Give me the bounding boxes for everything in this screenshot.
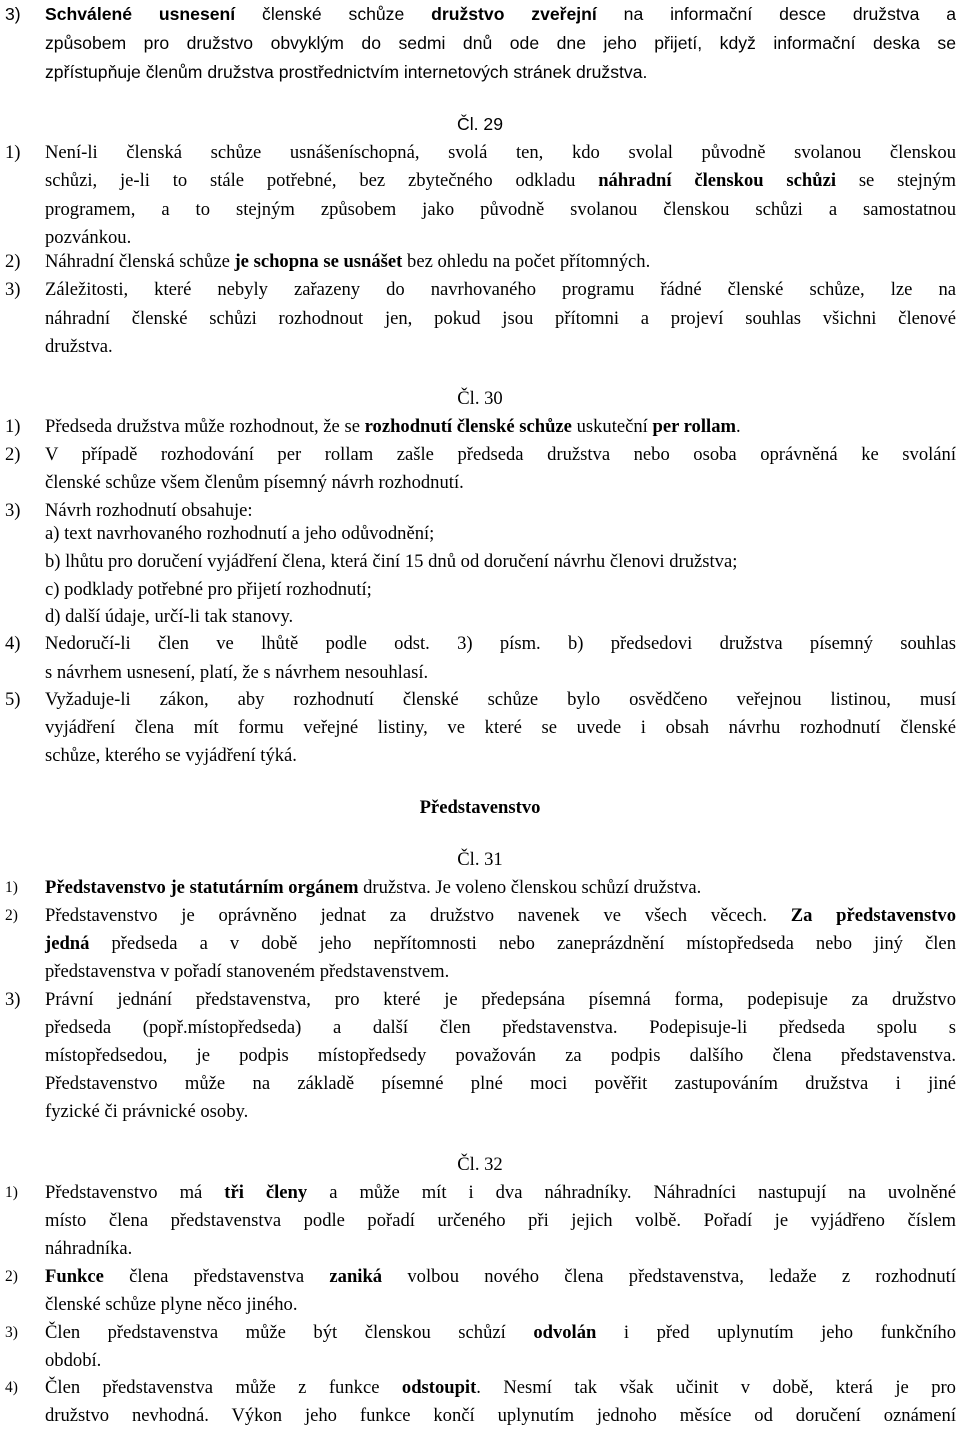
text-run: Čl. 29	[457, 114, 503, 134]
text-run: Není-li členská schůze usnášeníschopná, svolá ten, kdo svolal původně svolanou členskou	[45, 142, 956, 163]
text-line	[0, 441, 960, 470]
paragraph-text	[45, 1263, 956, 1292]
text-line	[0, 1070, 960, 1099]
text-run: předseda a v době jeho nepřítomnosti nebo zaneprázdnění místopředseda nebo jiný člen	[89, 933, 956, 954]
section-heading	[0, 110, 960, 139]
section-heading	[0, 794, 960, 823]
text-line	[0, 1402, 960, 1431]
text-line	[0, 794, 960, 823]
text-run: schůze, kterého se vyjádření týká.	[45, 745, 297, 766]
list-number: 3)	[5, 279, 21, 300]
text-line	[0, 846, 960, 875]
paragraph-text	[45, 576, 956, 605]
text-run: vyjádření člena mít formu veřejné listiny, ve které se uvede i obsah návrhu rozhodnutí členské	[45, 717, 956, 738]
paragraph-text	[45, 1014, 956, 1043]
list-number: 2)	[5, 907, 18, 924]
text-line	[0, 1347, 960, 1376]
paragraph-text	[45, 248, 956, 277]
text-line	[0, 520, 960, 549]
bold-text: odstoupit	[401, 1377, 477, 1398]
text-run: .	[735, 416, 741, 437]
text-run: družstvo nevhodná. Výkon jeho funkce končí uplynutím jednoho měsíce od doručení oznámení	[45, 1405, 956, 1426]
paragraph-text	[45, 1098, 956, 1127]
text-run: Návrh rozhodnutí obsahuje:	[45, 500, 253, 521]
paragraph-text	[45, 1070, 956, 1099]
text-line	[0, 1207, 960, 1236]
paragraph-text	[45, 1179, 956, 1208]
paragraph-text	[45, 958, 956, 987]
text-run: Předseda družstva může rozhodnout, že se	[45, 416, 365, 437]
list-number: 1)	[5, 142, 21, 163]
text-run: období.	[45, 1350, 102, 1371]
text-run: uskuteční	[571, 416, 653, 437]
text-line	[0, 659, 960, 688]
section-heading	[0, 846, 960, 875]
text-run: Čl. 31	[457, 849, 503, 870]
text-line	[0, 958, 960, 987]
paragraph-text	[45, 603, 956, 632]
text-run: způsobem pro družstvo obvyklým do sedmi dnů ode dne jeho přijetí, když informační deska se	[45, 33, 956, 53]
paragraph-text	[45, 139, 956, 168]
paragraph-text	[45, 1291, 956, 1320]
text-line	[0, 167, 960, 196]
paragraph-text	[45, 548, 956, 577]
paragraph-text	[45, 0, 956, 29]
text-run: představenstva v pořadí stanoveném představenstvem.	[45, 961, 450, 982]
text-run: d) další údaje, určí-li tak stanovy.	[45, 606, 294, 627]
list-number: 2)	[5, 444, 21, 465]
paragraph-text	[45, 1374, 956, 1403]
bold-text: družstvo zveřejní	[431, 4, 597, 24]
text-run: zpřístupňuje členům družstva prostřednictvím internetových stránek družstva.	[45, 62, 648, 82]
paragraph-text	[45, 1207, 956, 1236]
text-line	[0, 1179, 960, 1208]
text-run: Náhradní členská schůze	[45, 251, 235, 272]
text-run: Vyžaduje-li zákon, aby rozhodnutí členské schůze bylo osvědčeno veřejnou listinou, musí	[45, 689, 956, 710]
text-line	[0, 1374, 960, 1403]
text-run: na informační desce družstva a	[596, 4, 956, 24]
text-run: schůzi, je-li to stále potřebné, bez zbytečného odkladu	[45, 170, 599, 191]
text-run: náhradníka.	[45, 1238, 133, 1259]
text-run: fyzické či právnické osoby.	[45, 1101, 249, 1122]
paragraph-text	[45, 659, 956, 688]
text-run: družstva.	[45, 336, 113, 357]
text-line	[0, 1263, 960, 1292]
paragraph-text	[45, 1402, 956, 1431]
bold-text: jedná	[45, 933, 90, 954]
text-line	[0, 1319, 960, 1348]
text-line	[0, 630, 960, 659]
bold-text: je schopna se usnášet	[234, 251, 403, 272]
paragraph-text	[45, 469, 956, 498]
text-run: . Nesmí tak však učinit v době, která je pro	[476, 1377, 956, 1398]
list-number: 3)	[5, 989, 21, 1010]
text-line	[0, 576, 960, 605]
text-run: Člen představenstva může být členskou schůzí	[45, 1322, 534, 1343]
list-number: 3)	[5, 500, 21, 521]
text-run: i před uplynutím jeho funkčního	[596, 1322, 957, 1343]
text-line	[0, 469, 960, 498]
text-run: místopředsedou, je podpis místopředsedy považován za podpis dalšího člena představenstva.	[45, 1045, 956, 1066]
text-run: V případě rozhodování per rollam zašle předseda družstva nebo osoba oprávněná ke svolání	[45, 444, 956, 465]
list-number: 2)	[5, 251, 21, 272]
text-line	[0, 548, 960, 577]
text-line	[0, 986, 960, 1015]
bold-text: odvolán	[533, 1322, 597, 1343]
text-line	[0, 874, 960, 903]
paragraph-text	[45, 441, 956, 470]
bold-text: zaniká	[329, 1266, 383, 1287]
paragraph-text	[45, 167, 956, 196]
text-run: bez ohledu na počet přítomných.	[402, 251, 651, 272]
list-number: 3)	[5, 1324, 18, 1341]
text-run: c) podklady potřebné pro přijetí rozhodnutí;	[45, 579, 372, 600]
paragraph-text	[45, 1235, 956, 1264]
bold-text: rozhodnutí členské schůze	[364, 416, 572, 437]
bold-text: per rollam	[652, 416, 736, 437]
text-line	[0, 385, 960, 414]
text-run: Představenstvo má	[45, 1182, 225, 1203]
text-line	[0, 714, 960, 743]
bold-text: náhradní členskou schůzi	[598, 170, 837, 191]
bold-text: Představenstvo je statutárním orgánem	[45, 877, 359, 898]
text-line	[0, 276, 960, 305]
text-run: Nedoručí-li člen ve lhůtě podle odst. 3) písm. b) předsedovi družstva písemný souhlas	[45, 633, 956, 654]
text-run: b) lhůtu pro doručení vyjádření člena, která činí 15 dnů od doručení návrhu členovi družstva;	[45, 551, 738, 572]
text-run: člena představenstva	[103, 1266, 330, 1287]
text-run: se stejným	[836, 170, 957, 191]
paragraph-text	[45, 520, 956, 549]
bold-text: Představenstvo	[419, 797, 541, 818]
paragraph-text	[45, 29, 956, 58]
text-run: volbou nového člena představenstva, ledaže z rozhodnutí	[382, 1266, 956, 1287]
text-run: a může mít i dva náhradníky. Náhradníci nastupují na uvolněné	[307, 1182, 957, 1203]
text-line	[0, 333, 960, 362]
list-number: 2)	[5, 1268, 18, 1285]
text-run: Právní jednání představenstva, pro které je předepsána písemná forma, podepisuje za družstvo	[45, 989, 956, 1010]
section-heading	[0, 1151, 960, 1180]
paragraph-text	[45, 902, 956, 931]
paragraph-text	[45, 196, 956, 225]
bold-text: Schválené usnesení	[45, 4, 236, 24]
list-number: 5)	[5, 689, 21, 710]
text-line	[0, 603, 960, 632]
text-run: Záležitosti, které nebyly zařazeny do navrhovaného programu řádné členské schůze, lze na	[45, 279, 956, 300]
paragraph-text	[45, 930, 956, 959]
text-run: s návrhem usnesení, platí, že s návrhem nesouhlasí.	[45, 662, 429, 683]
text-line	[0, 305, 960, 334]
text-run: členské schůze plyne něco jiného.	[45, 1294, 298, 1315]
text-line	[0, 1014, 960, 1043]
bold-text: Funkce	[45, 1266, 104, 1287]
text-line	[0, 686, 960, 715]
paragraph-text	[45, 1347, 956, 1376]
bold-text: Za představenstvo	[790, 905, 956, 926]
text-line	[0, 930, 960, 959]
paragraph-text	[45, 276, 956, 305]
text-line	[0, 248, 960, 277]
text-line	[0, 58, 960, 87]
text-line	[0, 110, 960, 139]
text-run: Představenstvo může na základě písemné plné moci pověřit zastupováním družstva i jiné	[45, 1073, 956, 1094]
list-number: 1)	[5, 879, 18, 896]
text-line	[0, 1151, 960, 1180]
paragraph-text	[45, 1042, 956, 1071]
list-number: 4)	[5, 1379, 18, 1396]
text-run: Čl. 30	[457, 388, 503, 409]
list-number: 4)	[5, 633, 21, 654]
paragraph-text	[45, 714, 956, 743]
text-line	[0, 742, 960, 771]
text-line	[0, 1042, 960, 1071]
paragraph-text	[45, 305, 956, 334]
text-run: programem, a to stejným způsobem jako původně svolanou členskou schůzi a samostatnou	[45, 199, 956, 220]
text-line	[0, 139, 960, 168]
paragraph-text	[45, 58, 956, 87]
paragraph-text	[45, 630, 956, 659]
paragraph-text	[45, 986, 956, 1015]
list-number: 3)	[5, 4, 21, 24]
list-number: 1)	[5, 416, 21, 437]
paragraph-text	[45, 686, 956, 715]
text-line	[0, 29, 960, 58]
text-run: a) text navrhovaného rozhodnutí a jeho odůvodnění;	[45, 523, 435, 544]
paragraph-text	[45, 333, 956, 362]
text-run: Čl. 32	[457, 1154, 503, 1175]
text-run: pozvánkou.	[45, 227, 132, 248]
text-run: místo člena představenstva podle pořadí určeného při jejich volbě. Pořadí je vyjádřeno číslem	[45, 1210, 956, 1231]
text-run: členské schůze	[235, 4, 432, 24]
text-run: Člen představenstva může z funkce	[45, 1377, 402, 1398]
text-line	[0, 1291, 960, 1320]
list-number: 1)	[5, 1184, 18, 1201]
text-line	[0, 0, 960, 29]
text-run: členské schůze všem členům písemný návrh rozhodnutí.	[45, 472, 464, 493]
paragraph-text	[45, 742, 956, 771]
text-line	[0, 1235, 960, 1264]
text-run: družstva. Je voleno členskou schůzí družstva.	[358, 877, 702, 898]
paragraph-text	[45, 413, 956, 442]
paragraph-text	[45, 1319, 956, 1348]
text-run: náhradní členské schůzi rozhodnout jen, pokud jsou přítomni a projeví souhlas všichni členové	[45, 308, 956, 329]
text-line	[0, 413, 960, 442]
text-run: předseda (popř.místopředseda) a další člen představenstva. Podepisuje-li předseda spolu s	[45, 1017, 956, 1038]
text-line	[0, 902, 960, 931]
bold-text: tři členy	[224, 1182, 308, 1203]
text-line	[0, 1098, 960, 1127]
text-line	[0, 196, 960, 225]
paragraph-text	[45, 874, 956, 903]
text-run: Představenstvo je oprávněno jednat za družstvo navenek ve všech věcech.	[45, 905, 791, 926]
section-heading	[0, 385, 960, 414]
